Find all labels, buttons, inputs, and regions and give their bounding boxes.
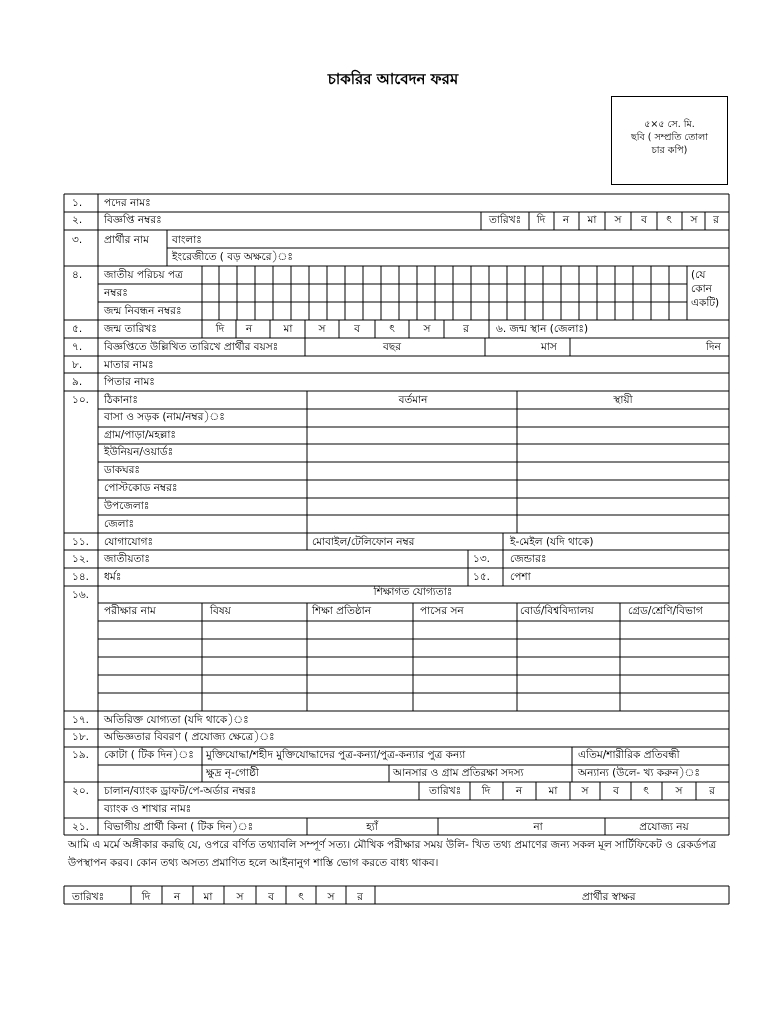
challan-digit-m1: মা (548, 785, 558, 797)
quota-ethnic-minority[interactable]: ক্ষুদ্র নৃ-গোষ্ঠী (206, 767, 259, 779)
footer-digit-y1: ব (268, 891, 274, 903)
gender-label: জেন্ডারঃ (510, 553, 547, 565)
row-11-number: ১১. (72, 536, 89, 548)
any-one-note-2: কোন (691, 283, 712, 295)
challan-digit-d2: ন (515, 785, 523, 797)
quota-orphan-disabled[interactable]: এতিম/শারীরিক প্রতিবন্ধী (578, 749, 680, 761)
applicant-signature-label: প্রার্থীর স্বাক্ষর (582, 891, 636, 903)
address-field-1: গ্রাম/পাড়া/মহল্লাঃ (104, 429, 176, 441)
row-4-number: ৪. (72, 269, 83, 281)
quota-label: কোটা ( টিক দিন)ঃ (104, 749, 194, 761)
date-digit-y3: স (690, 214, 698, 226)
present-address-header: বর্তমান (398, 394, 428, 406)
address-field-3: ডাকঘরঃ (104, 464, 140, 476)
date-digit-m2: স (614, 214, 622, 226)
departmental-yes-option[interactable]: হ্যাঁ (366, 821, 378, 833)
contact-label: যোগাযোগঃ (104, 536, 154, 548)
quota-freedom-fighter[interactable]: মুক্তিযোদ্ধা/শহীদ মুক্তিযোদ্ধাদের পুত্র-কন্যা/পুত্র-কন্যার পুত্র কন্যা (206, 749, 466, 761)
departmental-na-option[interactable]: প্রযোজ্য নয় (639, 821, 689, 833)
birth-place-label: ৬. জন্ম স্থান (জেলাঃ) (496, 323, 589, 335)
form-title: চাকরির আবেদন ফরম (327, 70, 459, 88)
quota-others[interactable]: অন্যান্য (উলে- খ্য করুন)ঃ (578, 767, 700, 779)
age-months-label: মাস (541, 341, 557, 353)
row-18-number: ১৮. (72, 731, 89, 743)
footer-digit-m2: স (236, 891, 244, 903)
photo-size-text: ৫×৫ সে. মি. (644, 119, 695, 130)
any-one-note-1: (যে (691, 269, 706, 281)
footer-digit-d2: ন (173, 891, 181, 903)
row-15-number: ১৫. (473, 571, 490, 583)
footer-digit-y4: র (357, 891, 363, 903)
address-label: ঠিকানাঃ (104, 394, 138, 406)
bank-branch-label: ব্যাংক ও শাখার নামঃ (104, 803, 192, 815)
challan-digit-y1: ব (613, 785, 619, 797)
permanent-address-header: স্থায়ী (613, 394, 633, 406)
row-14-number: ১৪. (72, 571, 89, 583)
row-21-number: ২১. (72, 821, 89, 833)
row-17-number: ১৭. (72, 714, 89, 726)
address-field-4: পোস্টকোড নম্বরঃ (104, 482, 178, 494)
birth-digit-y1: ব (354, 323, 360, 335)
circular-number-label: বিজ্ঞপ্তি নম্বরঃ (104, 214, 162, 226)
edu-header-exam: পরীক্ষার নাম (104, 605, 156, 617)
applicant-name-label: প্রার্থীর নাম (104, 234, 149, 246)
experience-label: অভিজ্ঞতার বিবরণ ( প্রযোজ্য ক্ষেত্রে)ঃ (104, 731, 275, 743)
row-5-number: ৫. (72, 323, 83, 335)
footer-digit-m1: মা (203, 891, 213, 903)
row-7-number: ৭. (72, 341, 83, 353)
birth-digit-d2: ন (245, 323, 253, 335)
nid-number-label: নম্বরঃ (104, 287, 128, 299)
footer-digit-d1: দি (141, 891, 151, 903)
birth-digit-d1: দি (215, 323, 225, 335)
footer-digit-y3: স (327, 891, 335, 903)
father-name-label: পিতার নামঃ (104, 376, 155, 388)
edu-header-board: বোর্ড/বিশ্ববিদ্যালয় (520, 605, 594, 617)
email-label: ই-মেইল (যদি থাকে) (510, 536, 594, 548)
any-one-note-3: একটি) (691, 297, 720, 309)
birth-digit-y2: ৎ (389, 323, 395, 335)
row-9-number: ৯. (72, 376, 83, 388)
challan-digit-y2: ৎ (643, 785, 649, 797)
photo-copies-text: চার কপি) (651, 144, 688, 156)
row-12-number: ১২. (72, 553, 89, 565)
photo-instruction-text: ছবি ( সম্প্রতি তোলা (631, 131, 708, 143)
quota-ansar-vdp[interactable]: আনসার ও গ্রাম প্রতিরক্ষা সদস্য (393, 767, 524, 779)
post-name-label: পদের নামঃ (104, 197, 151, 209)
address-field-5: উপজেলাঃ (104, 500, 150, 512)
age-days-label: দিন (706, 341, 721, 353)
row-16-number: ১৬. (72, 589, 89, 601)
edu-header-year: পাসের সন (420, 605, 464, 617)
declaration-text: আমি এ মর্মে অঙ্গীকার করছি যে, ওপরে বর্ণিত তথ্যাবলি সম্পূর্ণ সত্য। মৌখিক পরীক্ষার সময় উলি- খিত তথ্য প্রমাণের জন্য সকল মূল সার্টিফিকেট ও রেকর্ডপত্র উপস্থাপন করব। কোন তথ্য অসত্য প্রমাণিত হলে আইনানুগ শাস্তি ভোগ করতে বাধ্য থাকব। (68, 839, 717, 869)
challan-digit-d1: দি (481, 785, 491, 797)
birth-digit-y3: স (423, 323, 431, 335)
nationality-label: জাতীয়তাঃ (104, 553, 151, 565)
date-digit-y2: ৎ (666, 214, 672, 226)
footer-date-label: তারিখঃ (72, 891, 105, 903)
date-digit-y4: র (713, 214, 719, 226)
challan-digit-y4: র (709, 785, 715, 797)
birth-registration-label: জন্ম নিবন্ধন নম্বরঃ (104, 305, 182, 317)
date-digit-d2: ন (562, 214, 570, 226)
challan-digit-m2: স (581, 785, 589, 797)
row-19-number: ১৯. (72, 749, 89, 761)
row-8-number: ৮. (72, 359, 83, 371)
birth-date-label: জন্ম তারিখঃ (104, 323, 157, 335)
challan-digit-y3: স (675, 785, 683, 797)
mobile-label: মোবাইল/টেলিফোন নম্বর (312, 536, 415, 548)
mother-name-label: মাতার নামঃ (104, 359, 154, 371)
row-10-number: ১০. (72, 394, 89, 406)
footer-digit-y2: ৎ (298, 891, 304, 903)
occupation-label: পেশা (510, 571, 531, 583)
education-label: শিক্ষাগত যোগ্যতাঃ (373, 586, 453, 598)
birth-digit-m1: মা (283, 323, 293, 335)
circular-date-label: তারিখঃ (489, 214, 522, 226)
date-digit-m1: মা (587, 214, 597, 226)
edu-header-grade: গ্রেড/শ্রেণি/বিভাগ (628, 605, 703, 617)
challan-date-label: তারিখঃ (429, 785, 462, 797)
nid-label: জাতীয় পরিচয় পত্র (104, 269, 183, 281)
address-field-6: জেলাঃ (104, 518, 135, 530)
departmental-no-option[interactable]: না (533, 821, 543, 833)
date-digit-y1: ব (641, 214, 647, 226)
address-field-0: বাসা ও সড়ক (নাম/নম্বর)ঃ (104, 411, 225, 423)
edu-header-institution: শিক্ষা প্রতিষ্ঠান (312, 605, 371, 617)
date-digit-d1: দি (536, 214, 546, 226)
edu-header-subject: বিষয় (210, 605, 231, 617)
birth-digit-y4: র (463, 323, 469, 335)
name-bangla-label: বাংলাঃ (172, 234, 202, 246)
row-3-number: ৩. (72, 234, 83, 246)
row-13-number: ১৩. (473, 553, 490, 565)
row-20-number: ২০. (72, 785, 89, 797)
departmental-candidate-label: বিভাগীয় প্রার্থী কিনা ( টিক দিন)ঃ (104, 821, 254, 833)
additional-qualification-label: অতিরিক্ত যোগ্যতা (যদি থাকে)ঃ (104, 714, 249, 726)
challan-number-label: চালান/ব্যাংক ড্রাফট/পে-অর্ডার নম্বরঃ (104, 785, 257, 797)
age-label: বিজ্ঞপ্তিতে উল্লিখিত তারিখে প্রার্থীর বয়সঃ (104, 341, 279, 353)
birth-digit-m2: স (318, 323, 326, 335)
name-english-label: ইংরেজীতে ( বড় অক্ষরে)ঃ (172, 251, 293, 263)
row-1-number: ১. (72, 197, 83, 209)
address-field-2: ইউনিয়ন/ওয়ার্ডঃ (104, 446, 174, 458)
age-years-label: বছর (383, 341, 401, 353)
row-2-number: ২. (72, 214, 83, 226)
religion-label: ধর্মঃ (104, 571, 122, 583)
